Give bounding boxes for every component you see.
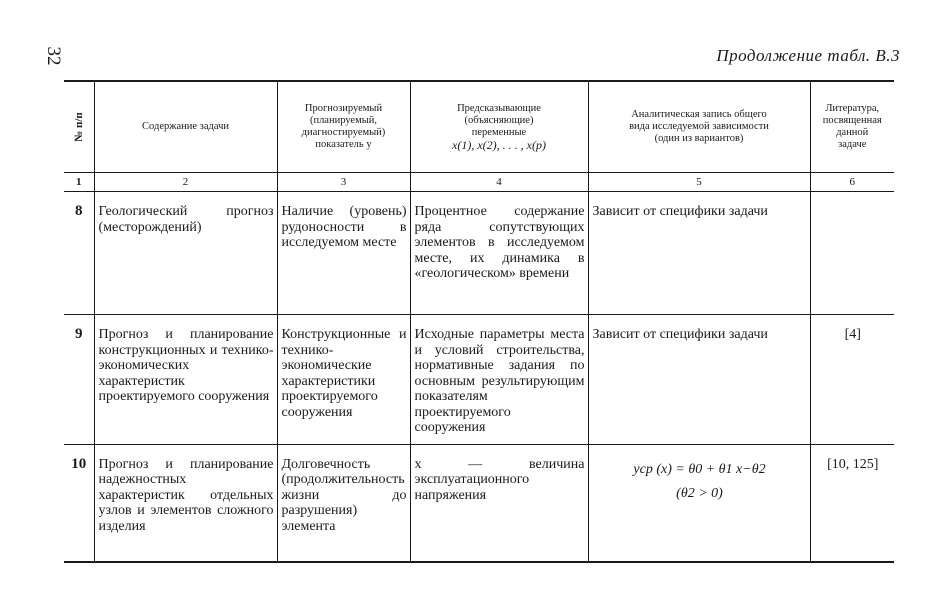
task-cell: Геологический прогноз (месторождений) (94, 192, 277, 315)
header-literature: Литература, посвященная данной задаче (810, 81, 894, 173)
literature-cell: [10, 125] (810, 444, 894, 562)
header-row (64, 81, 894, 173)
table-row (64, 315, 894, 445)
table-caption: Продолжение табл. В.3 (716, 46, 900, 65)
task-cell: Прогноз и планирование конструкционных и технико-экономических характеристик проектируемого сооружения (94, 315, 277, 445)
table-row (64, 444, 894, 562)
formula-condition: (θ2 > 0) (676, 485, 723, 501)
col-number: 3 (277, 173, 410, 192)
header-num: № п/п (64, 81, 94, 173)
column-number-row (64, 173, 894, 192)
header-indicator: Прогнозируемый (планируемый, диагностируемый) показатель y (277, 81, 410, 173)
indicator-cell: Долговечность (продолжительность жизни до разрушения) элемента (277, 444, 410, 562)
indicator-cell: Конструкционные и технико-экономические характеристики проектируемого сооружения (277, 315, 410, 445)
header-predictor-vars: x(1), x(2), . . . , x(p) (452, 138, 546, 152)
predictors-cell: x — величина эксплуатационного напряжения (410, 444, 588, 562)
predictors-cell: Исходные параметры места и условий строительства, нормативные задания по основным результирующим показателям проектируемого сооружения (410, 315, 588, 445)
page-number: 32 (43, 46, 64, 66)
header-task: Содержание задачи (94, 81, 277, 173)
formula-main: yср (x) = θ0 + θ1 x−θ2 (633, 461, 766, 477)
formula-cell: Зависит от специфики задачи (588, 315, 810, 445)
col-number: 4 (410, 173, 588, 192)
row-number: 8 (75, 203, 83, 219)
predictors-cell: Процентное содержание ряда сопутствующих элементов в исследуемом месте, их динамика в «геологическом» времени (410, 192, 588, 315)
data-table (64, 80, 894, 563)
col-number: 5 (588, 173, 810, 192)
task-cell: Прогноз и планирование надежностных характеристик отдельных узлов и элементов сложного изделия (94, 444, 277, 562)
header-predictors: Предсказывающие (объясняющие) переменные x(1), x(2), . . . , x(p) (410, 81, 588, 173)
row-number: 10 (64, 444, 94, 562)
literature-cell (810, 192, 894, 315)
formula-cell: Зависит от специфики задачи (588, 192, 810, 315)
row-number: 9 (64, 315, 94, 445)
col-number: 2 (94, 173, 277, 192)
col-number: 6 (810, 173, 894, 192)
col-number: 1 (64, 173, 94, 192)
table-row (64, 192, 894, 315)
formula-cell (588, 444, 810, 562)
indicator-cell: Наличие (уровень) рудоносности в исследуемом месте (277, 192, 410, 315)
header-formula: Аналитическая запись общего вида исследуемой зависимости (один из вариантов) (588, 81, 810, 173)
literature-cell: [4] (810, 315, 894, 445)
